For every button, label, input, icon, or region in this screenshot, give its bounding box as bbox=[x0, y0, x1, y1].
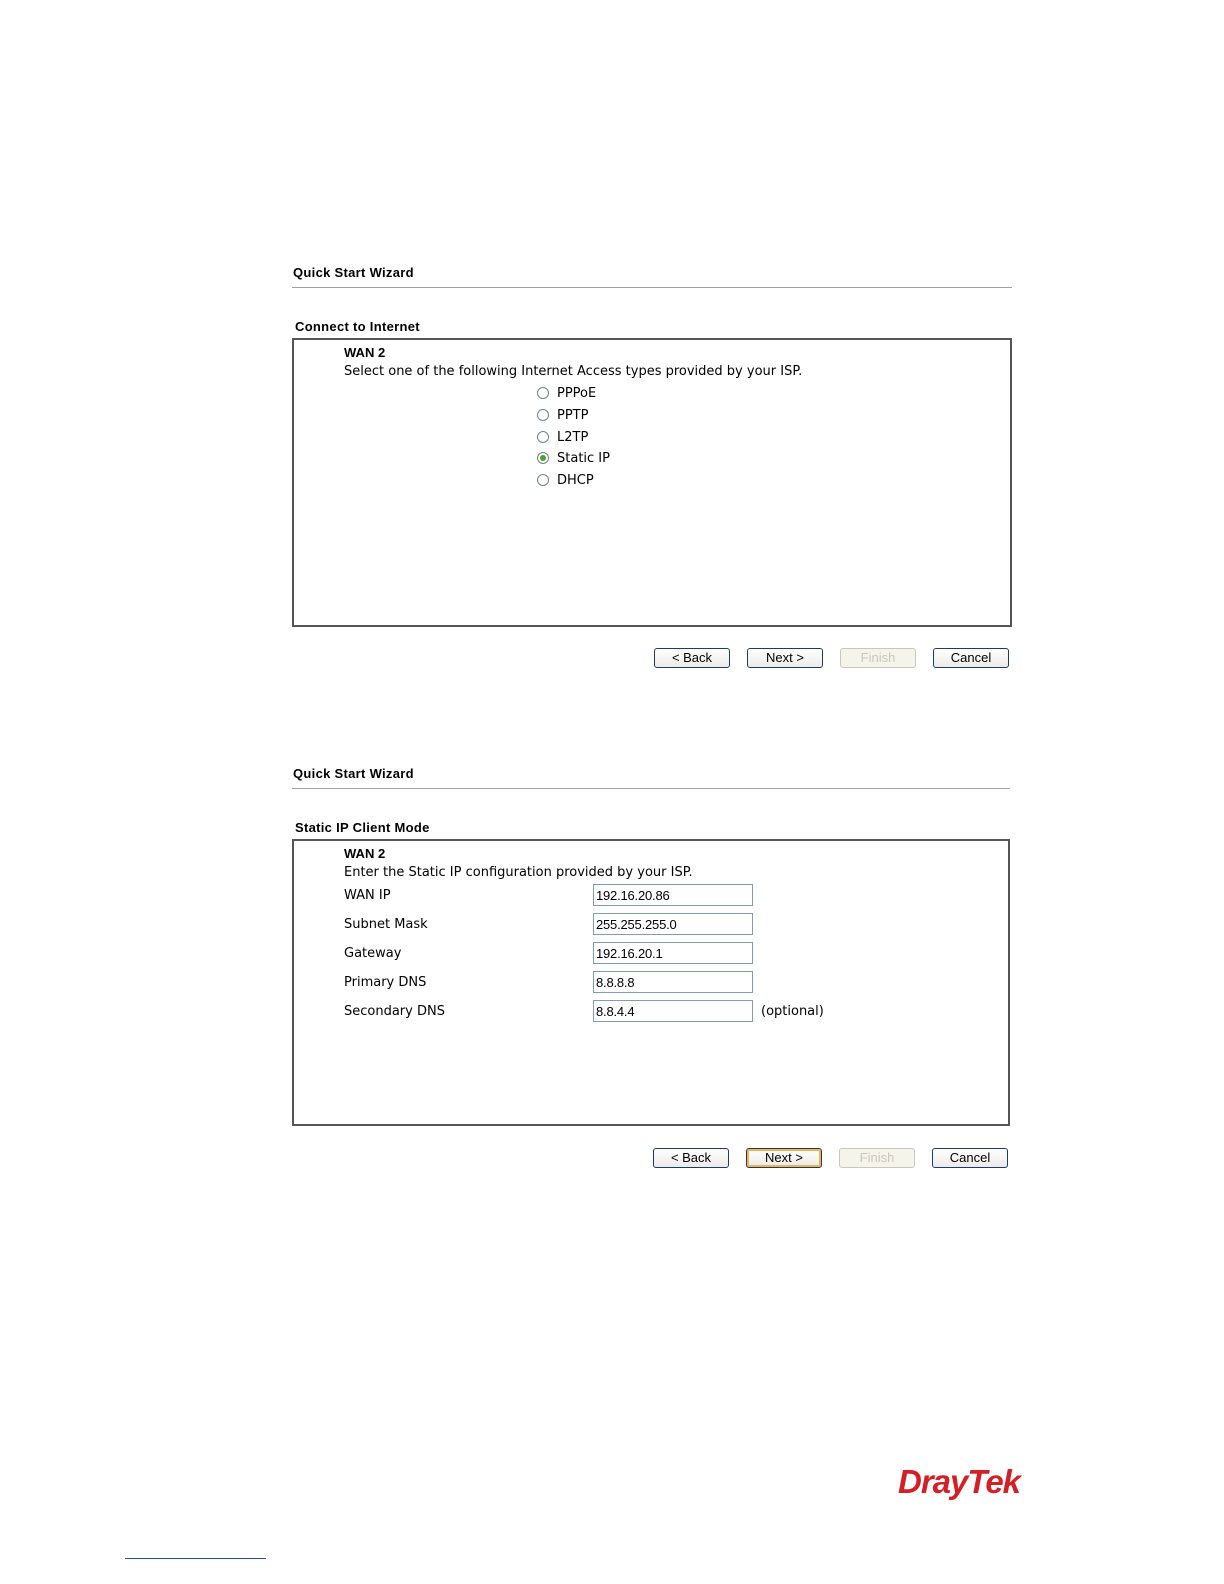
wan-label: WAN 2 bbox=[344, 345, 386, 360]
wan-ip-label: WAN IP bbox=[344, 888, 391, 903]
gateway-label: Gateway bbox=[344, 946, 402, 961]
primary-dns-label: Primary DNS bbox=[344, 975, 427, 990]
next-button[interactable]: Next > bbox=[747, 648, 823, 668]
radio-label: PPPoE bbox=[557, 385, 597, 401]
radio-label: L2TP bbox=[557, 429, 589, 445]
secondary-dns-input[interactable] bbox=[593, 1000, 753, 1022]
radio-button-pptp[interactable] bbox=[537, 409, 549, 421]
radio-option-pptp[interactable] bbox=[537, 405, 588, 425]
radio-button-pppoe[interactable] bbox=[537, 387, 549, 399]
wizard-title: Quick Start Wizard bbox=[293, 265, 414, 280]
gateway-input[interactable] bbox=[593, 942, 753, 964]
radio-label: PPTP bbox=[557, 407, 589, 423]
title-divider bbox=[292, 788, 1010, 789]
subnet-mask-label: Subnet Mask bbox=[344, 917, 428, 932]
wan-ip-input[interactable] bbox=[593, 884, 753, 906]
radio-label: DHCP bbox=[557, 472, 594, 488]
primary-dns-input[interactable] bbox=[593, 971, 753, 993]
subnet-mask-input[interactable] bbox=[593, 913, 753, 935]
radio-option-static-ip[interactable] bbox=[537, 448, 610, 468]
optional-note: (optional) bbox=[761, 1004, 824, 1019]
instruction-text: Enter the Static IP configuration provided by your ISP. bbox=[344, 865, 693, 880]
radio-option-l2tp[interactable] bbox=[537, 427, 588, 447]
connection-type-panel bbox=[292, 338, 1012, 627]
cancel-button[interactable]: Cancel bbox=[932, 1148, 1008, 1168]
footer-divider bbox=[125, 1558, 266, 1559]
section-title: Static IP Client Mode bbox=[295, 820, 430, 835]
section-title: Connect to Internet bbox=[295, 319, 420, 334]
cancel-button[interactable]: Cancel bbox=[933, 648, 1009, 668]
finish-button: Finish bbox=[840, 648, 916, 668]
radio-option-pppoe[interactable] bbox=[537, 383, 596, 403]
radio-button-static-ip[interactable] bbox=[537, 452, 549, 464]
back-button[interactable]: < Back bbox=[654, 648, 730, 668]
radio-label: Static IP bbox=[557, 450, 610, 466]
radio-button-l2tp[interactable] bbox=[537, 431, 549, 443]
static-ip-panel bbox=[292, 839, 1010, 1126]
title-divider bbox=[292, 287, 1012, 288]
radio-button-dhcp[interactable] bbox=[537, 474, 549, 486]
wan-label: WAN 2 bbox=[344, 846, 386, 861]
secondary-dns-label: Secondary DNS bbox=[344, 1004, 445, 1019]
next-button[interactable]: Next > bbox=[746, 1148, 822, 1168]
draytek-logo: DrayTek bbox=[898, 1463, 1021, 1500]
instruction-text: Select one of the following Internet Access types provided by your ISP. bbox=[344, 364, 803, 379]
back-button[interactable]: < Back bbox=[653, 1148, 729, 1168]
radio-option-dhcp[interactable] bbox=[537, 470, 594, 490]
finish-button: Finish bbox=[839, 1148, 915, 1168]
wizard-title: Quick Start Wizard bbox=[293, 766, 414, 781]
